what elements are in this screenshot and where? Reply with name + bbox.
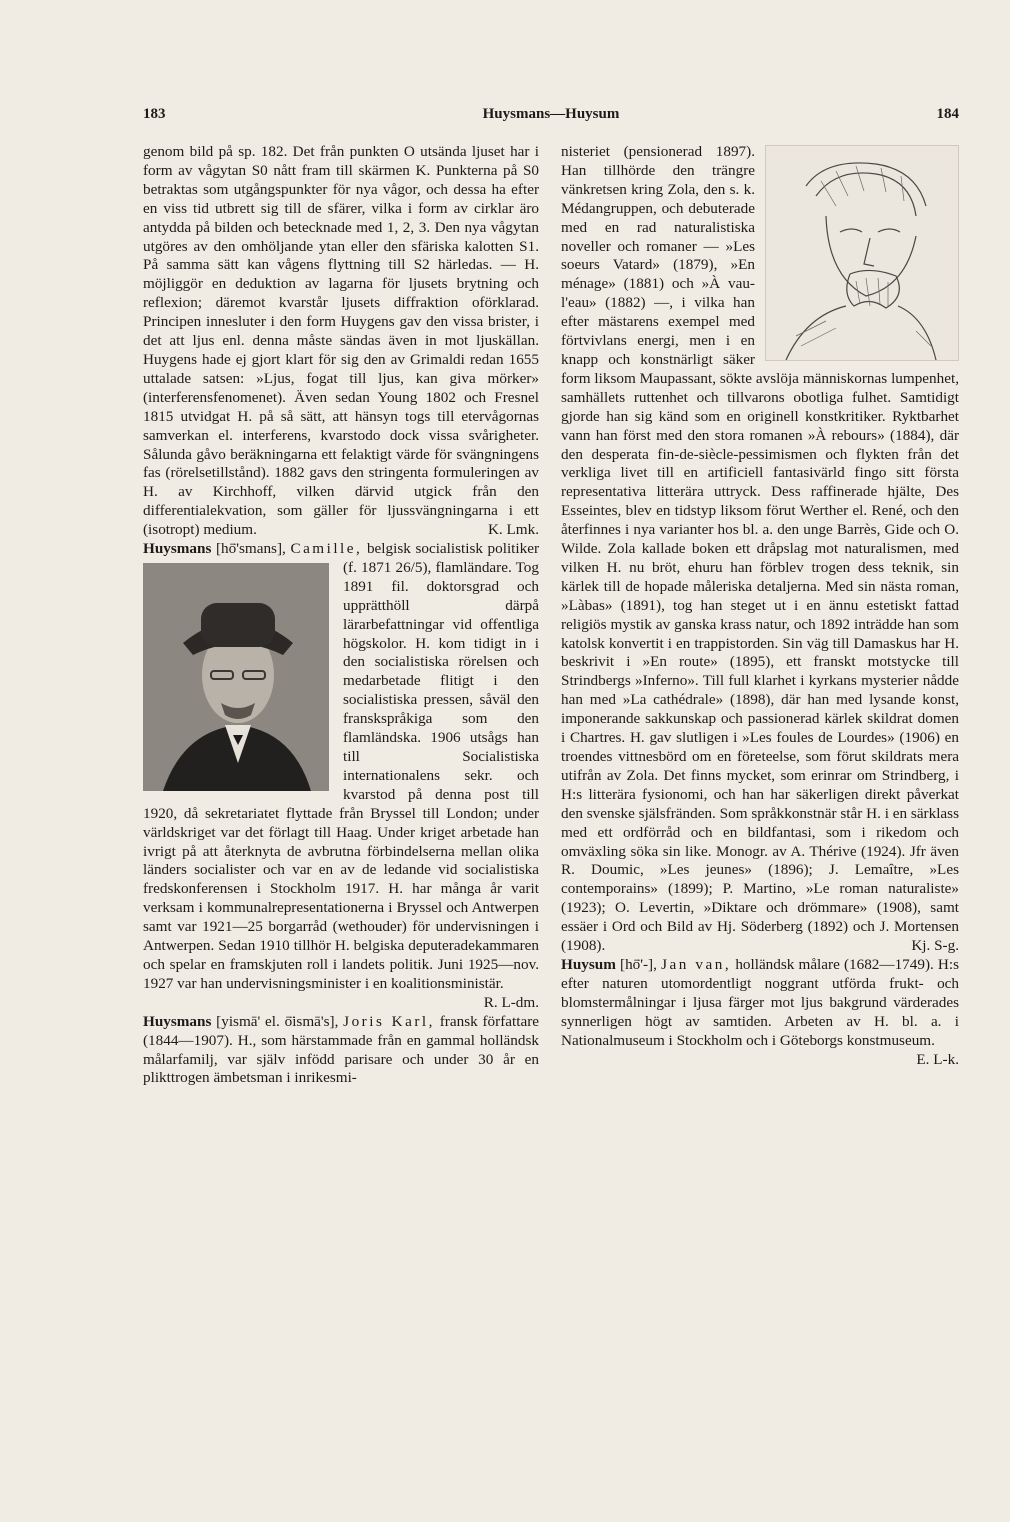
author-signature: R. L-dm.	[483, 993, 539, 1011]
headword: Huysmans	[143, 1012, 212, 1030]
left-column	[143, 143, 539, 1088]
right-column	[561, 143, 959, 1069]
given-name: Joris Karl,	[343, 1012, 435, 1030]
page-number-right: 184	[936, 106, 959, 122]
entry-joris-karl-huysmans: Huysmans [yismā' el. ō̈ismā's], Joris Karl, fransk författare (1844—1907). H., som härstammade från en gammal holländsk målarfamilj, var själv infödd parisare och under 30 år en plikttrogen ämbetsman i inrikesmi-	[143, 1012, 539, 1087]
portrait-image	[143, 563, 329, 791]
headword: Huysmans	[143, 540, 212, 558]
portrait-camille-huysmans	[143, 563, 329, 791]
entry-camille-huysmans: Huysmans [hō̈'smans], Camille, belgisk socialistisk politiker (f. 1871 26/5), flamländare. Tog 1891 fil. doktorsgrad och upprätthöll därpå lärarbefattningar vid offentliga högskolor. H. kom tidigt in i den socialistiska rörelsen och medarbetade flitigt i den socialistiska pressen, såväl den franskspråkiga som den flamländska. 1906 utsågs han till Socialistiska internationalens sekr. och kvarstod på denna post till 1920, då sekretariatet flyttade från Bryssel till London; under världskriget var det förlagt till Haag. Under kriget arbetade han ivrigt på att återknyta de avbrutna förbindelserna mellan olika länders socialister och var en av de ledande vid socialistiska fredskonferensen i Stockholm 1917. H. har många år varit verksam i kommunalrepresentationerna i Bryssel och Antwerpen samt var 1921—25 borgarråd (wethouder) för undervisningen i Antwerpen. Sedan 1910 tillhör H. belgiska deputeradekammaren och spelar en framskjuten roll i landets politik. Juni 1925—nov. 1927 var han undervisningsminister i en koalitionsministär. R. L-dm.	[143, 540, 540, 1011]
author-signature: Kj. S-g.	[911, 937, 959, 955]
author-signature: K. Lmk.	[487, 521, 539, 539]
headword: Huysum	[561, 955, 616, 973]
pronunciation: [hō̈'smans],	[216, 540, 286, 558]
author-signature: E. L-k.	[916, 1050, 959, 1068]
portrait-drawing	[766, 146, 958, 360]
running-title: Huysmans—Huysum	[482, 106, 620, 122]
pronunciation: [yismā' el. ō̈ismā's],	[216, 1012, 339, 1030]
pronunciation: [hō̈'-],	[620, 955, 657, 973]
portrait-joris-karl-huysmans	[765, 145, 959, 361]
huygens-principle-continuation: genom bild på sp. 182. Det från punkten O utsända ljuset har i form av vågytan S0 nått fram till skärmen K. Punkterna på S0 betraktas som utgångspunkter för nya vågor, och dessa ha efter en viss tid utbrett sig till de sfärer, vilka i form av cirklar äro antydda på bilden och betecknade med 1, 2, 3. Den nya vågytan utgöres av den omhöljande ytan eller den sfäriska kalotten S1. På samma sätt kan vågens flyttning till S2 härledas. — H. möjliggör en deduktion av lagarna för ljusets brytning och reflexion; däremot kvarstår ljusets diffraktion oförklarad. Principen innesluter i den form Huygens gav den vissa brister, i det att ljus enl. denna måste sändas även in mot ljuskällan. Huygens hade ej gjort klart för sig den av Grimaldi redan 1655 uttalade satsen: »Ljus, fogat till ljus, kan giva mörker» (interferensfenomenet). Även sedan Young 1802 och Fresnel 1815 utvidgat H. på så sätt, att hänsyn togs till etervågornas samverkan el. interferens, kvarstodo dock vissa svårigheter. Sålunda gåvo beräkningarna ett felaktigt värde för svängningens fas (rörelsetillstånd). 1882 gavs den stringenta formuleringen av H. av Kirchhoff, vilken därvid utgick från den differentialekvation, som gäller för ljussvängningarna i ett (isotropt) medium. K. Lmk.	[143, 143, 539, 539]
page-header	[143, 106, 959, 128]
entry-jan-van-huysum: Huysum [hō̈'-], Jan van, holländsk målare (1682—1749). H:s efter naturen utomordentligt noggrant utförda frukt- och blomstermålningar i ljusa färger mot ljus bakgrund värderades synnerligen högt av samtiden. Arbeten av H. bl. a. i Nationalmuseum i Stockholm och i Göteborgs konstmuseum. E. L-k.	[561, 955, 960, 1068]
given-name: Jan van,	[661, 955, 732, 973]
given-name: Camille,	[290, 540, 363, 558]
page-number-left: 183	[143, 106, 166, 122]
entry-joris-karl-huysmans-continued: nisteriet (pensionerad 1897). Han tillhörde den trängre vänkretsen kring Zola, den s. k. Médangruppen, och debuterade med en rad naturalistiska noveller och romaner — »Les soeurs Vatard» (1879), »En ménage» (1881) och »À vau-l'eau» (1882) —, i vilka han efter mästarens exempel med förtvivlans energi, men i en knapp och konstnärligt säker form liksom Maupassant, sökte avslöja människornas lumpenhet, samhällets ruttenhet och tillvarons obotliga fulhet. Samtidigt gjorde han sig känd som en originell konstkritiker. Ryktbarhet vann han först med den stora romanen »À rebours» (1884), där den desperata fin-de-siècle-pessimismen och flykten från det verkliga livet till en artificiell fantasivärld fingo sitt första representativa litterära uttryck. Dess raffinerade hjälte, Des Esseintes, blev en tidstyp liksom förut Werther el. René, och den återfinnes i nya varianter hos bl. a. den unge Barrès, Gide och O. Wilde. Zola kallade boken ett dråpslag mot naturalismen, med vilken H. nu bröt, ehuru han förblev trogen dess teknik, sin kärlek till de hopade måleriska detaljerna. Med sin nästa roman, »Làbas» (1891), tog han steget ut i en ännu estetiskt fattad religiös mystik av ganska krass natur, och 1892 inträdde han som katolsk konvertit i en trappistorden. Sin väg till Damaskus har H. beskrivit i »En route» (1895), ett franskt motstycke till Strindbergs »Inferno». Till full klarhet i kyrkans mysterier nådde han med »La cathédrale» (1898), där han med lysande konst, imponerande sakkunskap och passionerad kärlek skildrat domen i Chartres. H. gav slutligen i »Les foules de Lourdes» (1906) en troendes vittnesbörd om en företeelse, som förut skildrats mera utifrån av Zola. Det finns mycket, som erinrar om Strindberg, i H:s litterära fysionomi, och han har säkerligen direkt påverkat den svenske själsfränden. Som språkkonstnär står H. i en särklass med ett ordförråd och en bildfantasi, som i rikedom och omväxling söka sin like. Monogr. av A. Thérive (1924). Jfr även R. Doumic, »Les jeunes» (1896); J. Lemaître, »Les contemporains» (1899); P. Martino, »Le roman naturaliste» (1923); O. Levertin, »Diktare och drömmare» (1908), samt essäer i Ord och Bild av Hj. Söderberg (1892) och J. Mortensen (1908). Kj. S-g.	[561, 143, 959, 955]
